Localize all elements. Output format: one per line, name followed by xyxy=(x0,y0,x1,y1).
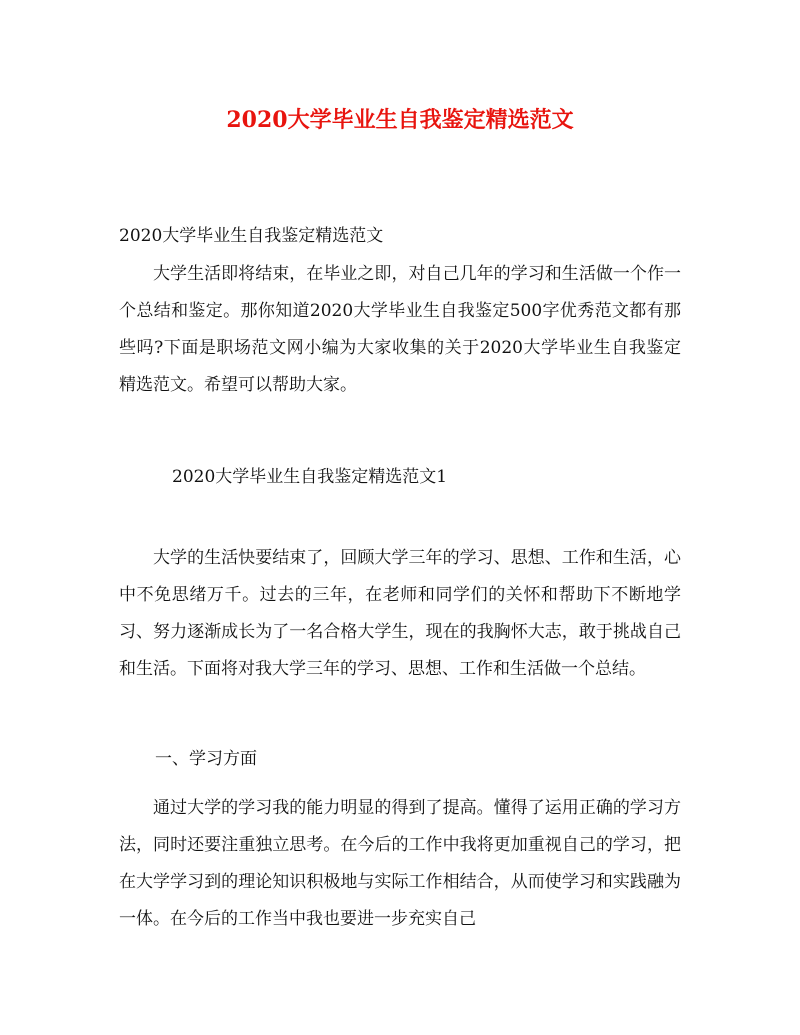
intro-paragraph: 大学生活即将结束，在毕业之即，对自己几年的学习和生活做一个作一个总结和鉴定。那你知道2020大学毕业生自我鉴定500字优秀范文都有那些吗?下面是职场范文网小编为大家收集的关于2020大学毕业生自我鉴定精选范文。希望可以帮助大家。 xyxy=(119,264,681,395)
study-heading: 一、学习方面 xyxy=(155,749,257,769)
section-title: 2020大学毕业生自我鉴定精选范文1 xyxy=(172,467,448,487)
document-subtitle: 2020大学毕业生自我鉴定精选范文 xyxy=(119,226,384,246)
study-paragraph: 通过大学的学习我的能力明显的得到了提高。懂得了运用正确的学习方法，同时还要注重独立思考。在今后的工作中我将更加重视自己的学习，把在大学学习到的理论知识积极地与实际工作相结合，从而使学习和实践融为一体。在今后的工作当中我也要进一步充实自己 xyxy=(119,798,681,929)
document-title: 2020大学毕业生自我鉴定精选范文 xyxy=(226,107,574,133)
section-paragraph: 大学的生活快要结束了，回顾大学三年的学习、思想、工作和生活，心中不免思绪万千。过去的三年，在老师和同学们的关怀和帮助下不断地学习、努力逐渐成长为了一名合格大学生，现在的我胸怀大志，敢于挑战自己和生活。下面将对我大学三年的学习、思想、工作和生活做一个总结。 xyxy=(119,548,681,679)
